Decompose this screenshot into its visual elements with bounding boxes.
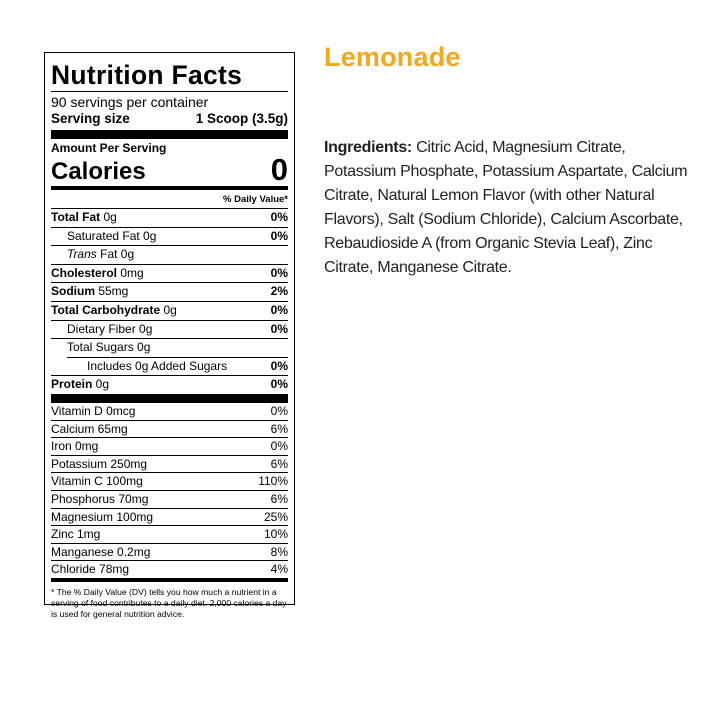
vitamin-dv: 8%	[270, 544, 288, 559]
nutrient-dv: 0%	[270, 302, 288, 317]
vitamin-row	[51, 560, 288, 578]
product-title: Lemonade	[324, 42, 461, 72]
vitamin-name: Calcium 65mg	[51, 421, 128, 436]
servings-per-container: 90 servings per container	[51, 94, 209, 110]
calories-row	[51, 152, 288, 187]
nutrient-name: Protein	[51, 377, 93, 392]
nutrient-dv: 2%	[270, 284, 288, 299]
nutrient-dv: 0%	[270, 210, 288, 224]
nutrient-name: Sodium	[51, 284, 95, 299]
vitamin-name: Phosphorus 70mg	[51, 491, 149, 506]
nutrient-amount: 0g	[92, 377, 110, 392]
ingredients-text: Citric Acid, Magnesium Citrate, Potassium Phosphate, Potassium Aspartate, Calcium Citrate, Natural Lemon Flavor (with other Natural Flavors), Salt (Sodium Chloride), Calcium Ascorbate, Rebaudioside A (from Organic Stevia Leaf), Zinc Citrate, Manganese Citrate.	[324, 139, 688, 276]
nutrient-dv: 0%	[270, 321, 288, 336]
nutrient-row-dietary-fiber	[51, 320, 288, 339]
calories-label: Calories	[51, 158, 146, 185]
nutrient-dv: 0%	[270, 265, 288, 280]
ingredients-block	[324, 136, 694, 280]
nutrient-row-total-carbohydrate	[51, 301, 288, 320]
nutrient-row-added-sugars	[67, 357, 288, 376]
nutrient-row-cholesterol	[51, 264, 288, 283]
vitamin-name: Vitamin D 0mcg	[51, 403, 136, 418]
vitamin-dv: 6%	[270, 456, 288, 471]
vitamin-name: Iron 0mg	[51, 439, 99, 454]
nutrition-facts-label	[44, 52, 295, 620]
nutrient-name-italic: Trans	[67, 247, 97, 262]
vitamin-dv: 10%	[263, 527, 288, 542]
vitamin-row	[51, 490, 288, 508]
serving-size-label: Serving size	[51, 111, 130, 126]
nutrient-name: Saturated Fat 0g	[67, 228, 157, 243]
vitamin-name: Vitamin C 100mg	[51, 474, 143, 489]
ingredients-label: Ingredients:	[324, 139, 412, 156]
vitamin-dv: 0%	[270, 439, 288, 454]
nutrient-row-trans-fat	[51, 245, 288, 264]
vitamin-dv: 4%	[270, 562, 288, 577]
nutrient-amount: 0g	[160, 302, 177, 317]
vitamin-name: Chloride 78mg	[51, 562, 130, 577]
amount-per-serving: Amount Per Serving	[51, 141, 167, 155]
nutrient-row-saturated-fat	[51, 227, 288, 246]
serving-size-row	[51, 111, 288, 127]
daily-value-footnote: * The % Daily Value (DV) tells you how much a nutrient in a serving of food contributes to a daily diet. 2,000 calories a day is used for general nutrition advice.	[51, 578, 288, 621]
vitamin-row	[51, 508, 288, 526]
vitamin-dv: 25%	[263, 509, 288, 524]
nutrient-dv: 0%	[270, 228, 288, 243]
vitamin-name: Zinc 1mg	[51, 527, 101, 542]
nutrient-amount: 0mg	[117, 265, 144, 280]
vitamin-name: Manganese 0.2mg	[51, 544, 151, 559]
nutrient-dv: 0%	[270, 358, 288, 373]
nutrient-row-protein	[51, 375, 288, 394]
vitamin-row	[51, 525, 288, 543]
serving-size-value: 1 Scoop (3.5g)	[195, 111, 288, 126]
vitamin-row	[51, 455, 288, 473]
vitamin-dv: 6%	[270, 421, 288, 436]
calories-value: 0	[270, 152, 288, 187]
nutrient-row-total-fat	[51, 208, 288, 227]
divider-thick	[51, 130, 288, 139]
nutrient-dv: 0%	[270, 377, 288, 392]
nutrient-amount: 0g	[100, 210, 117, 224]
nutrient-name: Total Fat	[51, 210, 101, 224]
vitamin-dv: 0%	[270, 403, 288, 418]
nutrient-row-sodium	[51, 282, 288, 301]
vitamin-name: Potassium 250mg	[51, 456, 148, 471]
nutrient-name: Cholesterol	[51, 265, 118, 280]
vitamin-dv: 6%	[270, 491, 288, 506]
nutrient-name: Dietary Fiber 0g	[67, 321, 153, 336]
nutrient-amount: Fat 0g	[96, 247, 135, 262]
nutrient-name: Includes 0g Added Sugars	[87, 358, 228, 373]
vitamin-row	[51, 437, 288, 455]
nutrient-name: Total Sugars 0g	[67, 340, 151, 355]
nutrient-list	[51, 208, 288, 394]
nutrition-facts-title: Nutrition Facts	[51, 60, 243, 90]
vitamin-name: Magnesium 100mg	[51, 509, 154, 524]
vitamin-row	[51, 403, 288, 420]
daily-value-header: % Daily Value*	[223, 194, 288, 205]
vitamin-list	[51, 403, 288, 578]
nutrient-amount: 55mg	[95, 284, 129, 299]
vitamin-row	[51, 420, 288, 438]
divider-thick	[51, 394, 288, 403]
vitamin-row	[51, 543, 288, 561]
divider	[51, 91, 288, 92]
vitamin-row	[51, 472, 288, 490]
vitamin-dv: 110%	[258, 474, 288, 489]
nutrient-row-total-sugars	[51, 338, 288, 357]
nutrient-name: Total Carbohydrate	[51, 302, 161, 317]
